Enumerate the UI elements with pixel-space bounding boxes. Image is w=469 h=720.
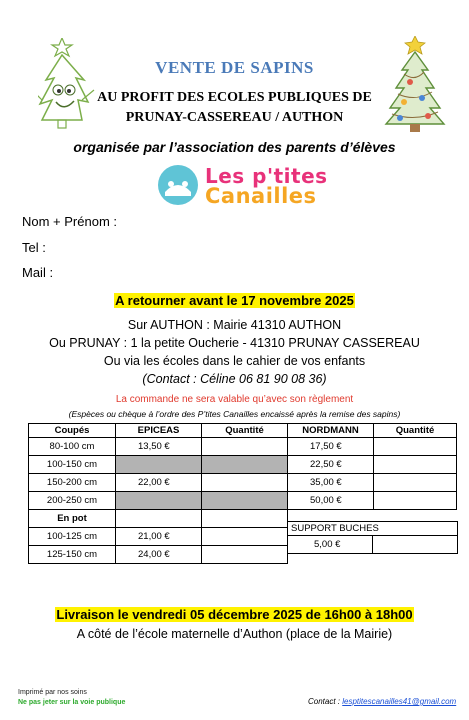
contact-email-link[interactable]: lesptitescanailles41@gmail.com (342, 697, 457, 706)
header-quantite-nordmann: Quantité (374, 424, 457, 438)
table-row (29, 438, 457, 456)
row-size: 80-100 cm (29, 438, 116, 456)
logo-text-top: Les p'tites (205, 164, 328, 188)
mail-field-label: Mail : (22, 265, 54, 280)
footer-contact (308, 697, 456, 706)
nordmann-price: 17,50 € (288, 438, 374, 456)
phone-field-label: Tel : (22, 240, 46, 255)
organizer-line: organisée par l’association des parents d’élèves (73, 139, 396, 155)
epiceas-quantity-input[interactable] (202, 528, 288, 546)
header-coupes: Coupés (29, 424, 116, 438)
subtitle-line-1: AU PROFIT DES ECOLES PUBLIQUES DE (97, 90, 372, 105)
epiceas-price: 21,00 € (116, 528, 202, 546)
pot-header: En pot (29, 510, 116, 528)
header-quantite-epiceas: Quantité (202, 424, 288, 438)
contact-celine: (Contact : Céline 06 81 90 08 36) (142, 372, 327, 386)
pot-header-empty (202, 510, 288, 528)
no-littering-note: Ne pas jeter sur la voie publique (18, 699, 126, 706)
epiceas-quantity-input[interactable] (202, 546, 288, 564)
epiceas-unavailable (116, 456, 202, 474)
table-row (29, 474, 457, 492)
nordmann-quantity-input[interactable] (374, 474, 457, 492)
name-field-label: Nom + Prénom : (22, 214, 118, 229)
support-buches-price: 5,00 € (288, 536, 373, 554)
epiceas-price: 13,50 € (116, 438, 202, 456)
schools-option: Ou via les écoles dans le cahier de vos enfants (103, 354, 366, 368)
payment-note: (Espèces ou chèque à l’ordre des P’tites Canailles encaissé après la remise des sapins) (68, 409, 401, 419)
delivery-date-text: Livraison le vendredi 05 décembre 2025 de 16h00 à 18h00 (56, 607, 413, 622)
support-buches-table (287, 521, 458, 554)
prunay-address: Ou PRUNAY : 1 la petite Oucherie - 41310 PRUNAY CASSEREAU (49, 336, 420, 350)
logo-emblem-icon (155, 162, 201, 208)
les-ptites-canailles-logo (155, 162, 330, 210)
epiceas-quantity-input[interactable] (202, 438, 288, 456)
pot-header-empty (116, 510, 202, 528)
header-nordmann: NORDMANN (288, 424, 374, 438)
page-title: VENTE DE SAPINS (155, 58, 314, 77)
epiceas-price: 22,00 € (116, 474, 202, 492)
header-epiceas: EPICEAS (116, 424, 202, 438)
footer-contact-label: Contact : (308, 697, 343, 706)
authon-address: Sur AUTHON : Mairie 41310 AUTHON (127, 318, 342, 332)
row-size: 150-200 cm (29, 474, 116, 492)
nordmann-price: 50,00 € (288, 492, 374, 510)
nordmann-quantity-input[interactable] (374, 492, 457, 510)
support-buches-quantity-input[interactable] (373, 536, 458, 554)
return-deadline (0, 293, 469, 308)
row-size: 100-125 cm (29, 528, 116, 546)
printed-note: Imprimé par nos soins (18, 689, 87, 696)
epiceas-price: 24,00 € (116, 546, 202, 564)
subtitle-line-2: PRUNAY-CASSEREAU / AUTHON (125, 110, 344, 125)
nordmann-price: 22,50 € (288, 456, 374, 474)
epiceas-quantity-input[interactable] (202, 474, 288, 492)
nordmann-quantity-input[interactable] (374, 456, 457, 474)
row-size: 125-150 cm (29, 546, 116, 564)
epiceas-unavailable (116, 492, 202, 510)
table-row (29, 456, 457, 474)
return-deadline-text: A retourner avant le 17 novembre 2025 (115, 293, 354, 308)
row-size: 100-150 cm (29, 456, 116, 474)
table-header-row (29, 424, 457, 438)
row-size: 200-250 cm (29, 492, 116, 510)
epiceas-quantity-unavailable (202, 492, 288, 510)
delivery-date (0, 607, 469, 622)
payment-warning: La commande ne sera valable qu’avec son règlement (115, 394, 354, 405)
logo-text-bottom: Canailles (205, 184, 317, 208)
delivery-place: A côté de l’école maternelle d’Authon (place de la Mairie) (76, 627, 393, 641)
epiceas-quantity-unavailable (202, 456, 288, 474)
nordmann-price: 35,00 € (288, 474, 374, 492)
table-row (29, 492, 457, 510)
support-buches-label: SUPPORT BUCHES (288, 522, 458, 536)
nordmann-quantity-input[interactable] (374, 438, 457, 456)
